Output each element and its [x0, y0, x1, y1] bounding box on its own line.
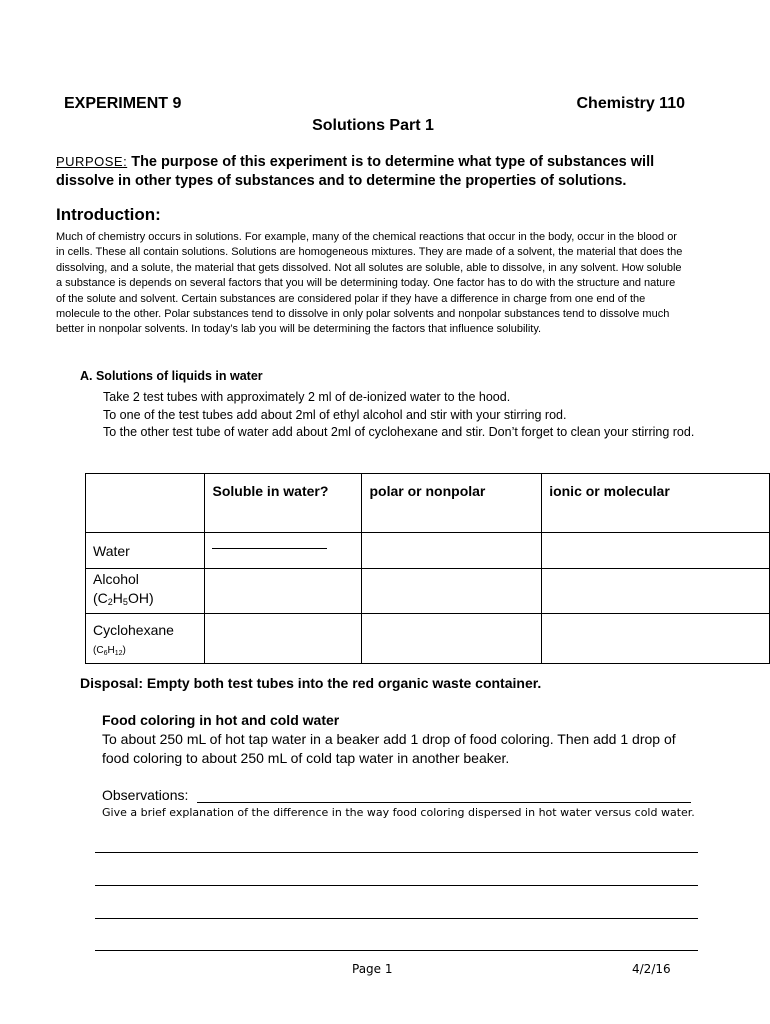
- food-coloring-heading: Food coloring in hot and cold water: [102, 712, 340, 728]
- food-coloring-instructions: To about 250 mL of hot tap water in a beaker add 1 drop of food coloring. Then add 1 drop of food coloring to about 250 mL of cold tap water in another beaker.: [102, 731, 676, 766]
- soluble-cell-cyclohexane[interactable]: [205, 614, 362, 664]
- polarity-cell-cyclohexane[interactable]: [362, 614, 542, 664]
- section-a-instructions: [103, 389, 703, 442]
- soluble-cell-water[interactable]: [205, 533, 362, 569]
- alcohol-formula: $(C_2H_5OH)$: [93, 590, 154, 607]
- section-a-heading: A. Solutions of liquids in water: [80, 369, 263, 383]
- introduction-heading: Introduction:: [56, 205, 161, 224]
- table-row-water: [86, 533, 770, 569]
- explanation-prompt: Give a brief explanation of the difference in the way food coloring dispersed in hot water versus cold water.: [102, 806, 695, 819]
- table-header-cell: Soluble in water?: [205, 474, 362, 533]
- row-label-cyclohexane: [86, 614, 205, 664]
- table-header-cell: [86, 474, 205, 533]
- table-header-cell: ionic or molecular: [542, 474, 770, 533]
- cyclohexane-formula: $(C_6H_{12})$: [93, 645, 126, 657]
- bond-type-cell-water[interactable]: [542, 533, 770, 569]
- alcohol-name: Alcohol: [93, 571, 139, 587]
- answer-line[interactable]: [95, 918, 698, 919]
- row-label-alcohol: [86, 569, 205, 614]
- observations-label: Observations:: [102, 787, 189, 803]
- polarity-cell-alcohol[interactable]: [362, 569, 542, 614]
- instruction-step: Take 2 test tubes with approximately 2 ml of de-ionized water to the hood.: [103, 390, 511, 404]
- observations-answer-line[interactable]: [197, 802, 691, 803]
- answer-line[interactable]: [95, 950, 698, 951]
- instruction-step: To the other test tube of water add about 2ml of cyclohexane and stir. Don’t forget to clean your stirring rod.: [103, 425, 695, 439]
- example-answer-line: [212, 548, 327, 549]
- purpose-label: PURPOSE:: [56, 154, 128, 169]
- experiment-number: EXPERIMENT 9: [64, 95, 182, 112]
- bond-type-cell-cyclohexane[interactable]: [542, 614, 770, 664]
- solubility-table: [85, 473, 770, 664]
- row-label-water: Water: [86, 533, 205, 569]
- table-header-cell: polar or nonpolar: [362, 474, 542, 533]
- instruction-step: To one of the test tubes add about 2ml of ethyl alcohol and stir with your stirring rod.: [103, 407, 567, 422]
- purpose-paragraph: [56, 152, 706, 191]
- page-number: Page 1: [352, 962, 393, 976]
- bond-type-cell-alcohol[interactable]: [542, 569, 770, 614]
- footer-date: 4/2/16: [632, 962, 671, 976]
- answer-line[interactable]: [95, 852, 698, 853]
- answer-line[interactable]: [95, 885, 698, 886]
- soluble-cell-alcohol[interactable]: [205, 569, 362, 614]
- table-row-cyclohexane: [86, 614, 770, 664]
- polarity-cell-water[interactable]: [362, 533, 542, 569]
- disposal-instruction: Disposal: Empty both test tubes into the red organic waste container.: [80, 675, 542, 691]
- introduction-text: Much of chemistry occurs in solutions. For example, many of the chemical reactions that occur in the body, occur in the blood or in cells. These all contain solutions. Solutions are homogeneous mixtures. They are made of a solvent, the material that does the dissolving, and a solute, the material that gets dissolved. Not all solutes are soluble, able to dissolve, in any solvent. How soluble a substance is depends on several factors that you will be determining today. One factor has to do with the structure and nature of the solute and solvent. Certain substances are considered polar if they have a difference in charge from one end of the molecule to the other. Polar substances tend to dissolve in only polar solvents and nonpolar substances tend to dissolve much better in nonpolar solvents. In today’s lab you will be determining the factors that influence solubility.: [56, 231, 683, 336]
- table-row-alcohol: [86, 569, 770, 614]
- cyclohexane-name: Cyclohexane: [93, 622, 174, 638]
- table-header-row: [86, 474, 770, 533]
- course-name: Chemistry 110: [576, 95, 685, 112]
- page-title: Solutions Part 1: [312, 117, 434, 134]
- purpose-text: The purpose of this experiment is to determine what type of substances will dissolve in other types of substances and to determine the properties of solutions.: [56, 154, 655, 189]
